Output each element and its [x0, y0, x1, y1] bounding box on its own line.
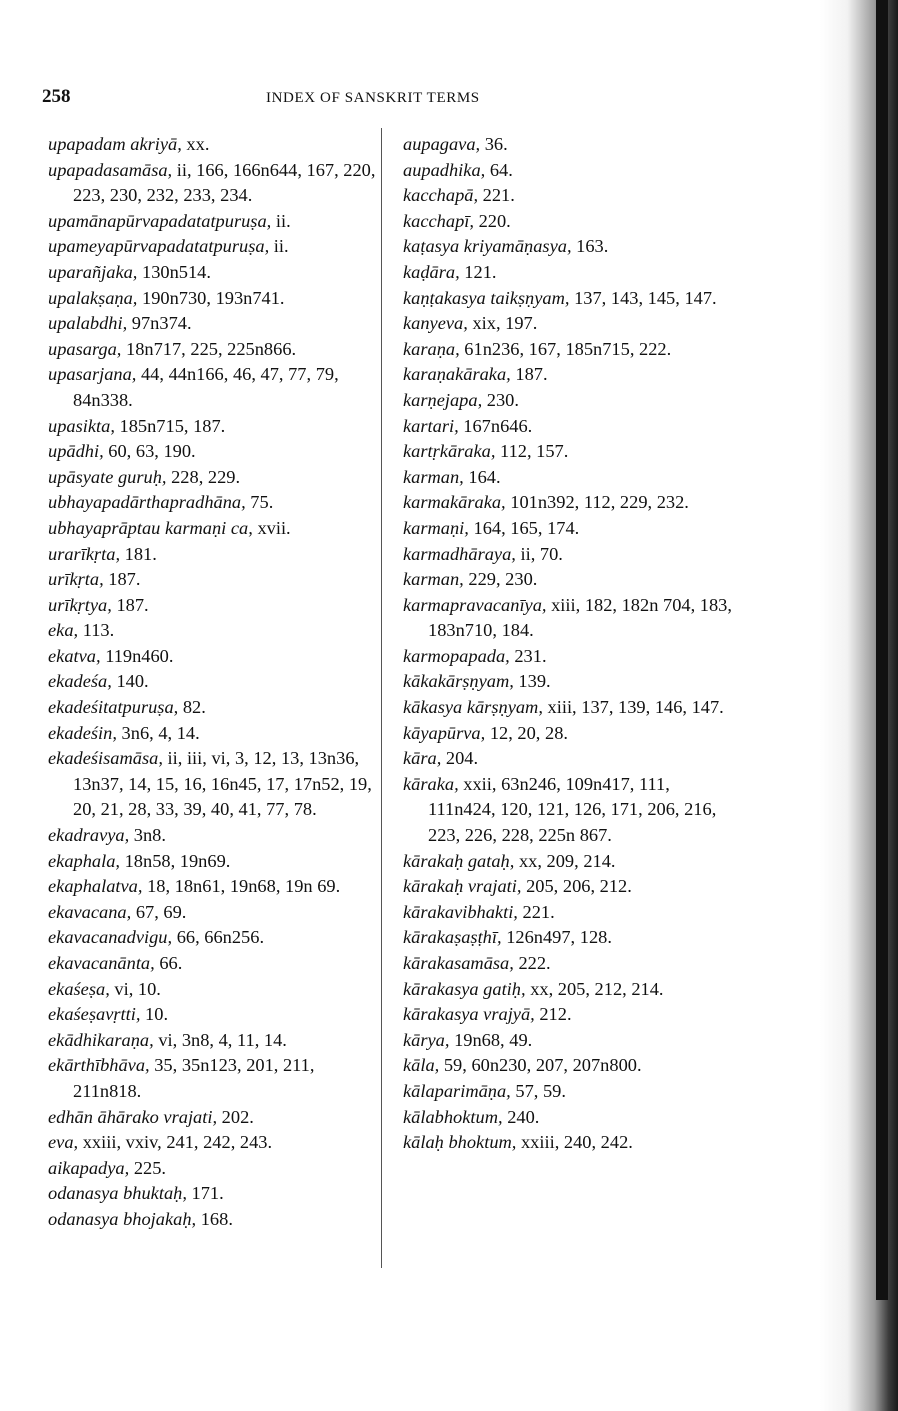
- index-entry: [48, 209, 378, 235]
- index-refs: xiii, 137, 139, 146, 147.: [542, 697, 724, 718]
- index-term: upasarga,: [48, 338, 122, 359]
- index-entry: [403, 260, 733, 286]
- index-term: kārakaḥ vrajati,: [403, 876, 522, 897]
- index-refs: 75.: [245, 492, 274, 513]
- index-refs: ii.: [269, 236, 289, 257]
- index-term: eva,: [48, 1132, 79, 1153]
- page-number: 258: [42, 86, 71, 107]
- index-entry: [48, 1207, 378, 1233]
- index-term: kacchapī,: [403, 210, 474, 231]
- index-refs: 205, 206, 212.: [521, 876, 632, 897]
- index-term: karmakāraka,: [403, 492, 506, 513]
- index-term: eka,: [48, 620, 79, 641]
- index-entry: [48, 286, 378, 312]
- index-term: kacchapā,: [403, 185, 479, 206]
- index-column-left: [48, 132, 378, 1233]
- index-entry: [403, 1105, 733, 1131]
- scan-edge-bar: [876, 0, 888, 1300]
- index-term: kaṭasya kriyamāṇasya,: [403, 236, 572, 257]
- index-refs: 202.: [217, 1106, 254, 1127]
- index-refs: xix, 197.: [467, 313, 538, 334]
- index-entry: [48, 1156, 378, 1182]
- index-refs: 185n715, 187.: [114, 415, 226, 436]
- index-term: uparañjaka,: [48, 261, 138, 282]
- index-refs: 67, 69.: [131, 901, 187, 922]
- index-entry: [403, 465, 733, 491]
- index-term: kākasya kārṣṇyam,: [403, 697, 543, 718]
- index-term: ekadeśisamāsa,: [48, 748, 163, 769]
- index-refs: ii, 70.: [515, 543, 563, 564]
- index-refs: 229, 230.: [463, 569, 538, 590]
- index-refs: 101n392, 112, 229, 232.: [505, 492, 689, 513]
- index-refs: 231.: [509, 645, 547, 666]
- index-entry: [403, 925, 733, 951]
- index-entry: [48, 542, 378, 568]
- index-entry: [403, 1028, 733, 1054]
- index-entry: [403, 516, 733, 542]
- index-refs: 228, 229.: [166, 466, 241, 487]
- index-entry: [48, 516, 378, 542]
- index-refs: xxiii, 240, 242.: [516, 1132, 633, 1153]
- index-refs: 19n68, 49.: [449, 1029, 533, 1050]
- index-entry: [403, 286, 733, 312]
- index-term: ekaśeṣa,: [48, 978, 110, 999]
- index-term: kārya,: [403, 1029, 450, 1050]
- index-entry: [48, 337, 378, 363]
- index-entry: [403, 721, 733, 747]
- index-entry: [403, 593, 733, 644]
- index-refs: 10.: [140, 1004, 169, 1025]
- index-entry: [403, 542, 733, 568]
- index-refs: 204.: [441, 748, 479, 769]
- index-refs: 240.: [502, 1106, 540, 1127]
- index-term: ekavacanānta,: [48, 953, 155, 973]
- index-refs: 112, 157.: [495, 441, 569, 462]
- index-entry: [48, 490, 378, 516]
- index-refs: 137, 143, 145, 147.: [569, 287, 717, 308]
- index-term: kārakavibhakti,: [403, 901, 518, 922]
- index-term: karmaṇi,: [403, 517, 469, 538]
- index-entry: [403, 695, 733, 721]
- index-term: ekadeśa,: [48, 671, 112, 692]
- index-entry: [48, 874, 378, 900]
- index-refs: xxiii, vxiv, 241, 242, 243.: [78, 1132, 273, 1153]
- index-entry: [48, 951, 378, 977]
- index-refs: 187.: [111, 594, 149, 615]
- index-refs: 126n497, 128.: [501, 927, 612, 948]
- index-refs: 3n6, 4, 14.: [116, 722, 200, 743]
- index-refs: ii.: [271, 210, 291, 231]
- index-refs: xvii.: [252, 517, 291, 538]
- index-refs: xx, 209, 214.: [514, 850, 616, 871]
- index-term: upasikta,: [48, 415, 115, 436]
- index-term: kāraka,: [403, 773, 459, 794]
- index-entry: [403, 439, 733, 465]
- index-refs: xx.: [181, 134, 210, 154]
- index-term: kanyeva,: [403, 313, 468, 334]
- index-entry: [403, 772, 733, 849]
- index-column-right: [403, 132, 733, 1156]
- index-refs: 119n460.: [100, 645, 174, 666]
- index-entry: [403, 669, 733, 695]
- index-entry: [48, 158, 378, 209]
- index-entry: [403, 849, 733, 875]
- index-entry: [48, 1028, 378, 1054]
- index-entry: [403, 1130, 733, 1156]
- index-refs: 121.: [459, 261, 497, 282]
- index-refs: 167n646.: [458, 415, 533, 436]
- index-term: ubhayapadārthapradhāna,: [48, 492, 246, 513]
- index-entry: [48, 823, 378, 849]
- index-entry: [403, 209, 733, 235]
- index-entry: [403, 132, 733, 158]
- index-entry: [403, 183, 733, 209]
- index-entry: [403, 746, 733, 772]
- index-term: kālaparimāṇa,: [403, 1080, 511, 1101]
- index-entry: [48, 132, 378, 158]
- index-refs: 64.: [485, 159, 513, 180]
- index-entry: [48, 465, 378, 491]
- index-refs: 57, 59.: [510, 1080, 566, 1101]
- index-term: aikapadya,: [48, 1157, 130, 1178]
- index-refs: 140.: [111, 671, 149, 692]
- index-entry: [403, 567, 733, 593]
- index-term: kākakārṣṇyam,: [403, 671, 514, 692]
- index-term: kaṇṭakasya taikṣṇyam,: [403, 287, 570, 308]
- index-term: karmopapada,: [403, 645, 510, 666]
- index-entry: [48, 644, 378, 670]
- index-entry: [48, 977, 378, 1003]
- index-entry: [48, 234, 378, 260]
- index-term: kārakasya vrajyā,: [403, 1004, 535, 1025]
- index-refs: 139.: [513, 671, 551, 692]
- index-term: kaḍāra,: [403, 261, 460, 282]
- index-term: ekadeśin,: [48, 722, 117, 743]
- index-entry: [403, 900, 733, 926]
- index-refs: 221.: [517, 901, 555, 922]
- index-refs: 168.: [196, 1208, 233, 1229]
- index-term: karmadhāraya,: [403, 543, 516, 564]
- index-term: upapadasamāsa,: [48, 159, 173, 180]
- index-term: edhān āhārako vrajati,: [48, 1106, 218, 1127]
- index-refs: 212.: [534, 1004, 572, 1025]
- index-entry: [403, 1079, 733, 1105]
- index-term: upādhi,: [48, 441, 104, 462]
- index-entry: [403, 951, 733, 977]
- index-term: ekaphala,: [48, 850, 121, 871]
- index-refs: 163.: [571, 236, 609, 257]
- index-term: urīkṛtya,: [48, 594, 112, 615]
- index-entry: [403, 977, 733, 1003]
- index-refs: 44, 44n166, 46, 47, 77, 79, 84n338.: [73, 364, 339, 410]
- index-entry: [403, 311, 733, 337]
- index-entry: [403, 158, 733, 184]
- index-term: kārakaḥ gataḥ,: [403, 850, 515, 871]
- index-term: odanasya bhojakaḥ,: [48, 1208, 197, 1229]
- index-entry: [403, 1002, 733, 1028]
- index-term: karaṇakāraka,: [403, 364, 511, 385]
- index-refs: 60, 63, 190.: [103, 441, 196, 462]
- index-term: odanasya bhuktaḥ,: [48, 1183, 187, 1204]
- index-entry: [403, 490, 733, 516]
- index-entry: [48, 746, 378, 823]
- index-refs: 181.: [120, 543, 157, 564]
- index-entry: [48, 439, 378, 465]
- index-term: karmapravacanīya,: [403, 594, 547, 615]
- index-term: aupadhika,: [403, 159, 486, 180]
- index-entry: [48, 593, 378, 619]
- index-term: kāla,: [403, 1055, 440, 1076]
- index-refs: 164, 165, 174.: [468, 517, 580, 538]
- column-divider: [381, 128, 382, 1268]
- index-refs: vi, 3n8, 4, 11, 14.: [153, 1029, 287, 1050]
- index-term: ekaphalatva,: [48, 876, 143, 897]
- index-entry: [403, 362, 733, 388]
- index-entry: [48, 1002, 378, 1028]
- index-refs: 97n374.: [127, 313, 192, 334]
- index-refs: 130n514.: [137, 261, 211, 282]
- index-term: kālaḥ bhoktum,: [403, 1132, 517, 1153]
- index-entry: [48, 311, 378, 337]
- index-term: upāsyate guruḥ,: [48, 466, 167, 487]
- index-refs: 59, 60n230, 207, 207n800.: [439, 1055, 642, 1076]
- index-term: urarīkṛta,: [48, 543, 121, 564]
- index-term: kāyapūrva,: [403, 722, 486, 743]
- index-entry: [48, 721, 378, 747]
- index-term: upalabdhi,: [48, 313, 128, 334]
- index-refs: 220.: [473, 210, 511, 231]
- index-refs: ii, iii, vi, 3, 12, 13, 13n36, 13n37, 14, 15, 16, 16n45, 17, 17n52, 19, 20, 21, 28, 33, 39, 40, 41, 77, 78.: [73, 748, 372, 820]
- index-refs: 82.: [178, 697, 206, 718]
- index-entry: [403, 874, 733, 900]
- index-term: ekatva,: [48, 645, 101, 666]
- index-refs: 187.: [103, 569, 141, 590]
- index-term: upalakṣaṇa,: [48, 287, 138, 308]
- index-entry: [403, 234, 733, 260]
- index-refs: 222.: [513, 953, 551, 973]
- index-refs: 61n236, 167, 185n715, 222.: [459, 338, 672, 359]
- index-refs: xxii, 63n246, 109n417, 111, 111n424, 120, 121, 126, 171, 206, 216, 223, 226, 228, 225n 867.: [428, 773, 717, 846]
- index-refs: ii, 166, 166n644, 167, 220, 223, 230, 232, 233, 234.: [73, 159, 376, 206]
- running-head: INDEX OF SANSKRIT TERMS: [266, 90, 480, 106]
- index-term: kālabhoktum,: [403, 1106, 503, 1127]
- index-entry: [48, 567, 378, 593]
- index-entry: [48, 925, 378, 951]
- index-refs: 35, 35n123, 201, 211, 211n818.: [73, 1055, 315, 1101]
- index-entry: [48, 362, 378, 413]
- index-refs: xiii, 182, 182n 704, 183, 183n710, 184.: [428, 594, 732, 641]
- index-entry: [48, 900, 378, 926]
- index-refs: 230.: [482, 389, 519, 410]
- index-refs: 36.: [480, 134, 508, 154]
- index-entry: [403, 337, 733, 363]
- index-term: karṇejapa,: [403, 389, 483, 410]
- index-entry: [48, 1130, 378, 1156]
- index-term: kārakasya gatiḥ,: [403, 978, 526, 999]
- index-refs: 12, 20, 28.: [485, 722, 568, 743]
- index-refs: 66, 66n256.: [172, 927, 265, 948]
- index-term: upapadam akriyā,: [48, 134, 182, 154]
- index-entry: [48, 260, 378, 286]
- index-term: upasarjana,: [48, 364, 137, 385]
- index-refs: 221.: [478, 185, 515, 206]
- index-refs: xx, 205, 212, 214.: [525, 978, 664, 999]
- index-term: kartṛkāraka,: [403, 441, 496, 462]
- index-term: aupagava,: [403, 134, 481, 154]
- index-entry: [48, 695, 378, 721]
- index-term: ekavacana,: [48, 901, 132, 922]
- index-term: kāra,: [403, 748, 442, 769]
- index-entry: [403, 388, 733, 414]
- index-term: urīkṛta,: [48, 569, 104, 590]
- index-term: kartari,: [403, 415, 459, 436]
- index-refs: 164.: [463, 466, 501, 487]
- index-entry: [48, 1105, 378, 1131]
- index-refs: 3n8.: [129, 825, 166, 846]
- index-term: kārakasamāsa,: [403, 953, 514, 973]
- index-entry: [403, 1053, 733, 1079]
- index-entry: [48, 849, 378, 875]
- index-refs: 18n717, 225, 225n866.: [121, 338, 297, 359]
- index-refs: vi, 10.: [109, 978, 161, 999]
- index-term: ekavacanadvigu,: [48, 927, 173, 948]
- index-refs: 225.: [129, 1157, 166, 1178]
- index-refs: 18, 18n61, 19n68, 19n 69.: [142, 876, 341, 897]
- index-term: karman,: [403, 569, 464, 590]
- index-term: ubhayaprāptau karmaṇi ca,: [48, 517, 253, 538]
- index-term: kārakaṣaṣṭhī,: [403, 927, 502, 948]
- index-entry: [48, 1053, 378, 1104]
- index-entry: [48, 618, 378, 644]
- index-entry: [403, 414, 733, 440]
- index-term: upamānapūrvapadatatpuruṣa,: [48, 210, 272, 231]
- index-entry: [48, 669, 378, 695]
- index-term: ekadravya,: [48, 825, 130, 846]
- index-refs: 66.: [154, 953, 183, 973]
- index-term: ekārthībhāva,: [48, 1055, 150, 1076]
- index-refs: 187.: [510, 364, 548, 385]
- index-refs: 113.: [78, 620, 115, 641]
- index-refs: 18n58, 19n69.: [120, 850, 231, 871]
- index-entry: [403, 644, 733, 670]
- index-entry: [48, 414, 378, 440]
- index-term: ekadeśitatpuruṣa,: [48, 697, 179, 718]
- index-term: karaṇa,: [403, 338, 460, 359]
- index-refs: 190n730, 193n741.: [137, 287, 285, 308]
- index-term: ekaśeṣavṛtti,: [48, 1004, 141, 1025]
- index-term: karman,: [403, 466, 464, 487]
- index-term: ekādhikaraṇa,: [48, 1029, 154, 1050]
- index-refs: 171.: [186, 1183, 224, 1204]
- index-term: upameyapūrvapadatatpuruṣa,: [48, 236, 270, 257]
- index-entry: [48, 1181, 378, 1207]
